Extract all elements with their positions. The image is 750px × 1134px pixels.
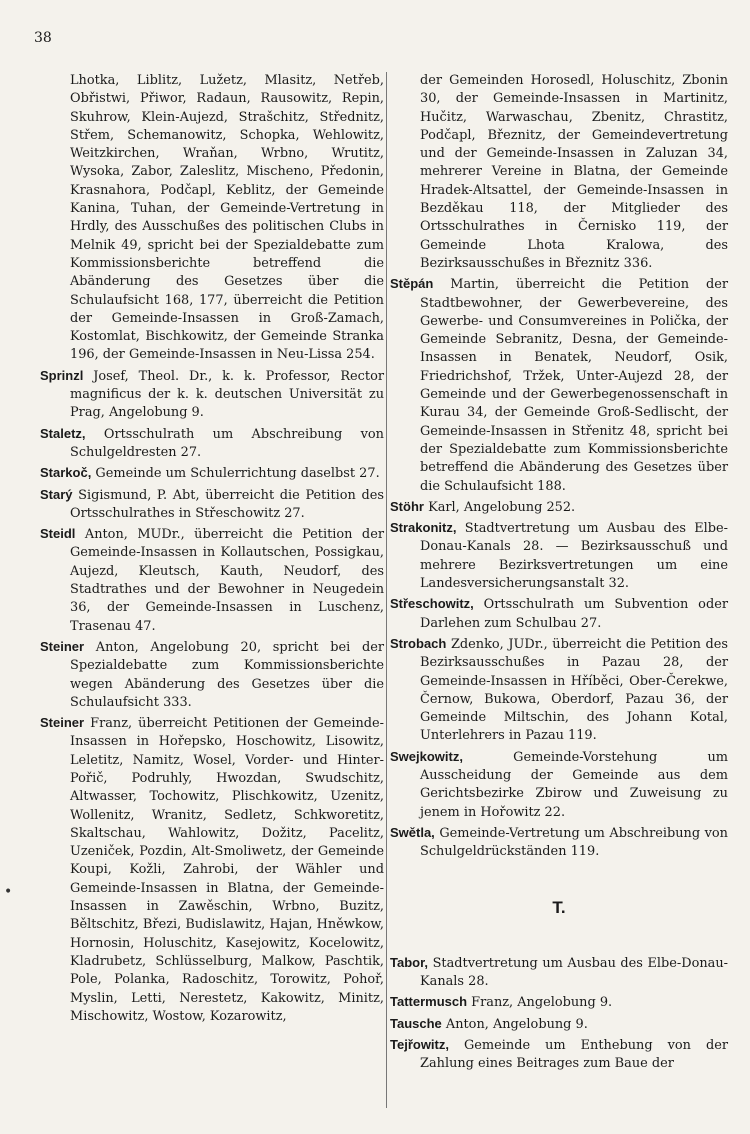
entry-name: Steiner [40,715,85,731]
entry-text: Franz, überreicht Petitionen der Gemeinde-Insassen in Hořepsko, Hoschowitz, Lisowitz, Leletitz, Namitz, Wosel, Vorder- und Hinter-Pořič, Podruhly, Hwozdan, Swudschitz, Altwasser, Tochowitz, Plischkowitz, Uzenitz, Wollenitz, Wranitz, Sedletz, Schkworetitz, Skaltschau, Wahlowitz, Dožitz, Pacelitz, Uzeniček, Pozdin, Alt-Smoliwetz, der Gemeinde Koupi, Kožli, Zahrobi, der Wähler und Gemeinde-Insassen in Blatna, der Gemeinde-Insassen in Zawěschin, Wrbno, Buzitz, Běltschitz, Březi, Budislawitz, Hajan, Hněwkow, Hornosin, Holuschitz, Kasejowitz, Kocelowitz, Kladrubetz, Schlüsselburg, Malkow, Paschtik, Pole, Polanka, Radoschitz, Torowitz, Pohoř, Myslin, Letti, Nerestetz, Kakowitz, Minitz, Mischowitz, Wostow, Kozarowitz, [70,716,384,1024]
index-entry [390,595,728,633]
index-entry [390,275,728,496]
entry-text: Gemeinde-Vertretung um Abschreibung von Schulgeldrückständen 119. [420,825,728,860]
entry-name: Stöhr [390,498,424,514]
entry-text: Sigismund, P. Abt, überreicht die Petition des Ortsschulrathes in Střeschowitz 27. [70,487,384,521]
entry-name: Strakonitz, [390,520,457,536]
right-column [390,72,728,1076]
entry-text: Stadtvertretung um Ausbau des Elbe-Donau-Kanals 28. — Bezirksausschuß und mehrere Bezirksvertretungen um eine Landesversicherungsanstalt 32. [420,521,728,592]
entry-text: Gemeinde-Vorstehung um Ausscheidung der Gemeinde aus dem Gerichtsbezirke Zbirow und Zuweisung zu jenem in Hořowitz 22. [420,749,728,820]
index-entry [390,1015,728,1034]
index-entry [390,635,728,746]
index-entry [390,519,728,593]
entry-name: Staletz, [40,425,86,441]
entry-name: Swětla, [390,824,435,840]
index-entry [40,638,384,712]
index-entry [40,425,384,463]
entry-text: Zdenko, JUDr., überreicht die Petition des Bezirksausschußes in Pazau 28, der Gemeinde-Insassen in Hříběci, Ober-Čerekwe, Černow, Bukowa, Oberdorf, Pazau 36, der Gemeinde Miltschin, des Johann Kotal, Unterlehrers in Pazau 119. [420,636,728,744]
entry-text: Ortsschulrath um Subvention oder Darlehen zum Schulbau 27. [420,597,728,631]
index-entry [40,714,384,1026]
index-entry [390,954,728,992]
entry-name: Starý [40,486,73,502]
margin-mark: • [4,884,13,900]
entry-name: Steiner [40,638,85,654]
continuation-text: der Gemeinden Horosedl, Holuschitz, Zbonin 30, der Gemeinde-Insassen in Martinitz, Hučitz, Warwaschau, Zbenitz, Chrastitz, Podčapl, Březnitz, der Gemeindevertretung und der Gemeinde-Insassen in Zaluzan 34, mehrerer Vereine in Blatna, der Gemeinde Hradek-Altsattel, der Gemeinde-Insassen in Bezděkau 118, der Mitglieder des Ortsschulrathes in Černisko 119, der Gemeinde Lhota Kralowa, des Bezirksausschußes in Březnitz 336. [420,73,728,271]
entry-name: Steidl [40,526,76,542]
entry-name: Sprinzl [40,367,84,383]
entry-name: Tabor, [390,954,429,970]
entry-text: Anton, Angelobung 9. [445,1016,588,1032]
index-entry [390,748,728,822]
entry-name: Swejkowitz, [390,748,463,764]
index-entry [390,993,728,1012]
entry-text: Gemeinde um Schulerrichtung daselbst 27. [95,466,380,482]
entry-text: Ortsschulrath um Abschreibung von Schulgeldresten 27. [70,426,384,460]
entry-text: Stadtvertretung um Ausbau des Elbe-Donau-Kanals 28. [420,955,728,990]
entry-name: Starkoč, [40,465,92,481]
left-column [40,72,384,1028]
entry-text: Karl, Angelobung 252. [428,499,576,515]
index-entry [390,498,728,517]
index-entry [40,464,384,483]
entry-name: Strobach [390,635,447,651]
entry-text: Anton, MUDr., überreicht die Petition der Gemeinde-Insassen in Kollautschen, Possigkau, Aujezd, Kleutsch, Kauth, Neudorf, des Stadtrathes und der Bewohner in Neugedein 36, der Gemeinde-Insassen in Luschenz, Trasenau 47. [70,527,384,634]
index-entry [390,824,728,862]
entry-name: Střeschowitz, [390,596,474,612]
index-entry [40,367,384,423]
entry-text: Franz, Angelobung 9. [471,995,613,1011]
entry-name: Tattermusch [390,994,468,1010]
entry-text: Anton, Angelobung 20, spricht bei der Spezialdebatte zum Kommissionsberichte wegen Abänderung des Gesetzes über die Schulaufsicht 333. [70,639,384,710]
section-heading-t: T. [552,898,566,918]
index-entry [390,1036,728,1074]
entry-text: Josef, Theol. Dr., k. k. Professor, Rector magnificus der k. k. deutschen Universität zu Prag, Angelobung 9. [70,368,384,421]
index-entry [40,525,384,636]
continuation-text: Lhotka, Liblitz, Lužetz, Mlasitz, Netřeb, Obřistwi, Přiwor, Radaun, Rausowitz, Repin, Skuhrow, Klein-Aujezd, Strašchitz, Střednitz, Střem, Schemanowitz, Schopka, Wehlowitz, Weitzkirchen, Wraňan, Wrbno, Wrutitz, Wysoka, Zabor, Zaleslitz, Mischeno, Předonin, Krasnahora, Podčapl, Keblitz, der Gemeinde Kanina, Tuhan, der Gemeinde-Vertretung in Hrdly, des Ausschußes des politischen Clubs in Melnik 49, spricht bei der Spezialdebatte zum Kommissionsberichte betreffend die Abänderung des Gesetzes über die Schulaufsicht 168, 177, überreicht die Petition der Gemeinde-Insassen in Groß-Zamach, Kostomlat, Bischkowitz, der Gemeinde Stranka 196, der Gemeinde-Insassen in Neu-Lissa 254. [70,73,384,363]
index-entry [40,486,384,524]
entry-name: Stěpán [390,276,434,292]
column-divider [386,72,387,1108]
entry-text: Gemeinde um Enthebung von der Zahlung eines Beitrages zum Baue der [420,1037,728,1072]
entry-name: Tejřowitz, [390,1036,449,1052]
page-number: 38 [34,30,52,46]
entry-name: Tausche [390,1015,442,1031]
entry-text: Martin, überreicht die Petition der Stadtbewohner, der Gewerbevereine, des Gewerbe- und Consumvereines in Polička, der Gemeinde Sebranitz, Desna, der Gemeinde-Insassen in Benatek, Neudorf, Osik, Friedrichshof, Tržek, Unter-Aujezd 28, der Gemeinde und der Gewerbegenossenschaft in Kurau 34, der Gemeinde Groß-Sedlischt, der Gemeinde-Insassen in Střenitz 48, spricht bei der Spezialdebatte zum Kommissionsberichte betreffend die Abänderung des Gesetzes über die Schulaufsicht 188. [420,277,728,494]
